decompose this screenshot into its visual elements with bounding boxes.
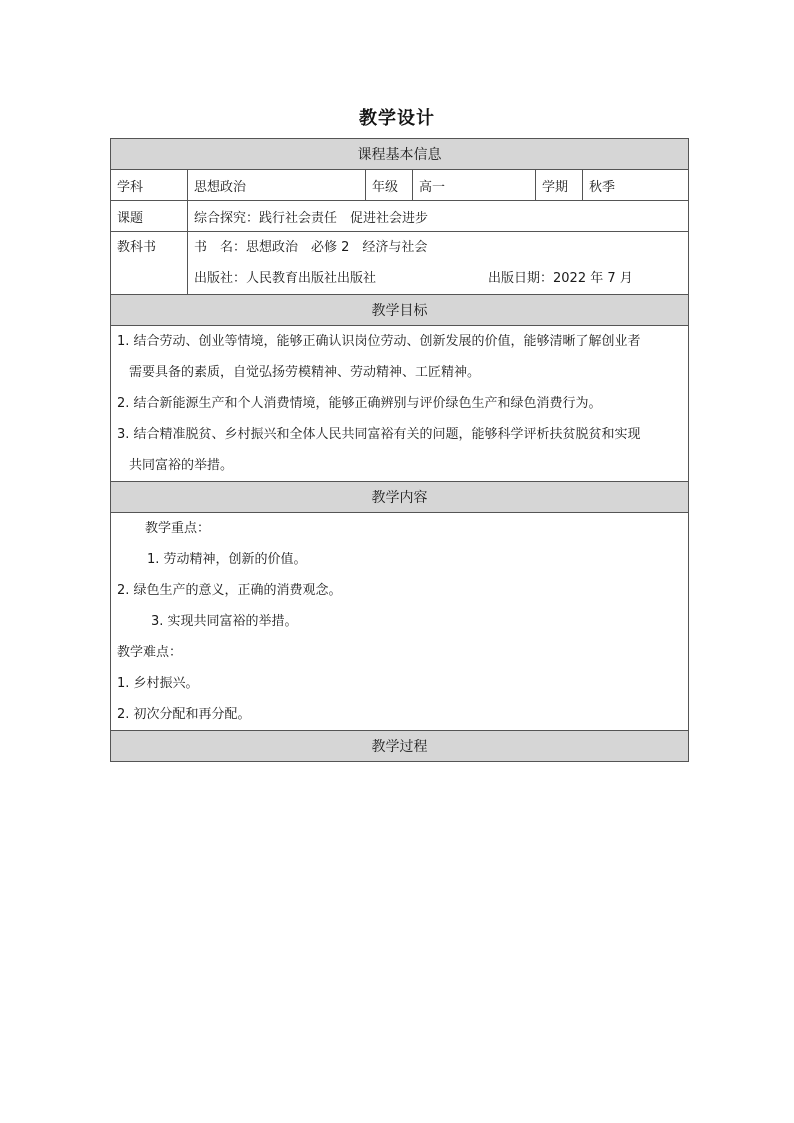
- difficult-point-item: 2. 初次分配和再分配。: [117, 707, 251, 722]
- goal-item-3-line-2: 共同富裕的举措。: [129, 458, 234, 473]
- topic-value: 综合探究：践行社会责任 促进社会进步: [188, 201, 689, 232]
- lesson-plan-table: [110, 138, 689, 762]
- difficult-points-label: 教学难点：: [117, 645, 183, 660]
- key-point-item: 1. 劳动精神，创新的价值。: [147, 552, 307, 567]
- grade-label: 年级: [366, 170, 413, 201]
- textbook-publisher: 出版社：人民教育出版社出版社: [194, 271, 377, 286]
- term-label: 学期: [536, 170, 583, 201]
- key-points-label: 教学重点：: [145, 521, 211, 536]
- goal-item-1-line-2: 需要具备的素质，自觉弘扬劳模精神、劳动精神、工匠精神。: [129, 365, 481, 380]
- goals-cell: [111, 326, 689, 482]
- goal-item-2: [117, 388, 682, 419]
- goal-item-3: [117, 419, 682, 481]
- term-value: 秋季: [583, 170, 689, 201]
- goal-item-3-line-1: 3. 结合精准脱贫、乡村振兴和全体人民共同富裕有关的问题，能够科学评析扶贫脱贫和实现: [117, 427, 641, 442]
- subject-value: 思想政治: [188, 170, 366, 201]
- goal-item-1: [117, 326, 682, 388]
- document-title: 教学设计: [359, 108, 435, 129]
- key-point-item: 3. 实现共同富裕的举措。: [151, 614, 298, 629]
- difficult-point-item: 1. 乡村振兴。: [117, 676, 199, 691]
- section-header-process: 教学过程: [111, 731, 689, 762]
- subject-label: 学科: [111, 170, 188, 201]
- textbook-label: 教科书: [111, 232, 188, 295]
- section-header-basic-info: 课程基本信息: [111, 139, 689, 170]
- goal-item-1-line-1: 1. 结合劳动、创业等情境，能够正确认识岗位劳动、创新发展的价值，能够清晰了解创业者: [117, 334, 641, 349]
- goal-item-2-line-1: 2. 结合新能源生产和个人消费情境，能够正确辨别与评价绿色生产和绿色消费行为。: [117, 396, 602, 411]
- topic-label: 课题: [111, 201, 188, 232]
- textbook-name: 书 名：思想政治 必修 2 经济与社会: [194, 240, 428, 255]
- textbook-pub-date: 出版日期：2022 年 7 月: [488, 271, 633, 286]
- section-header-goals: 教学目标: [111, 295, 689, 326]
- content-cell: [111, 513, 689, 731]
- textbook-cell: [188, 232, 689, 295]
- grade-value: 高一: [413, 170, 536, 201]
- section-header-content: 教学内容: [111, 482, 689, 513]
- textbook-publisher-row: [194, 263, 682, 294]
- key-point-item: 2. 绿色生产的意义，正确的消费观念。: [117, 583, 342, 598]
